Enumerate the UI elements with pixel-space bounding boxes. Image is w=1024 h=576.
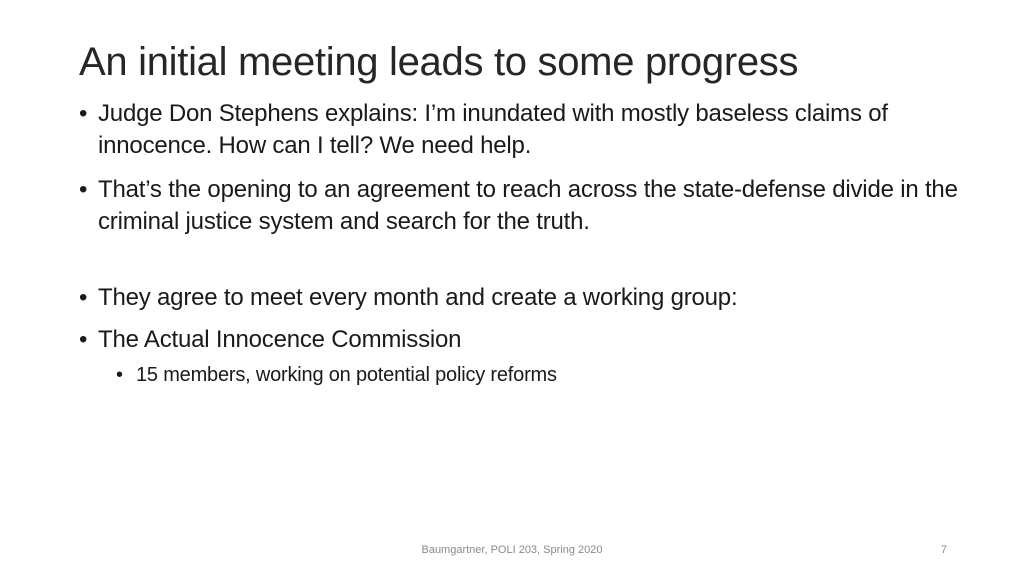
bullet-item [79, 174, 959, 238]
page-number: 7 [940, 544, 947, 556]
slide-title: An initial meeting leads to some progress [79, 40, 799, 84]
bullet-marker: • [79, 284, 88, 311]
bullet-text: Judge Don Stephens explains: I’m inundated with mostly baseless claims of innocence. How can I tell? We need help. [98, 100, 888, 159]
bullet-text: That’s the opening to an agreement to reach across the state-defense divide in the criminal justice system and search for the truth. [98, 176, 958, 235]
bullet-marker: • [79, 100, 88, 127]
slide-body [79, 98, 959, 390]
slide-footer: Baumgartner, POLI 203, Spring 2020 [421, 544, 603, 556]
sub-bullet-text: 15 members, working on potential policy reforms [136, 364, 557, 386]
bullet-item [79, 324, 959, 356]
sub-bullet-item [116, 360, 959, 390]
bullet-marker: • [79, 176, 88, 203]
bullet-item [79, 98, 959, 162]
bullet-item [79, 282, 959, 314]
bullet-marker: • [79, 326, 88, 353]
bullet-text: The Actual Innocence Commission [98, 326, 462, 353]
sub-bullet-marker: • [116, 364, 123, 386]
bullet-text: They agree to meet every month and create a working group: [98, 284, 738, 311]
